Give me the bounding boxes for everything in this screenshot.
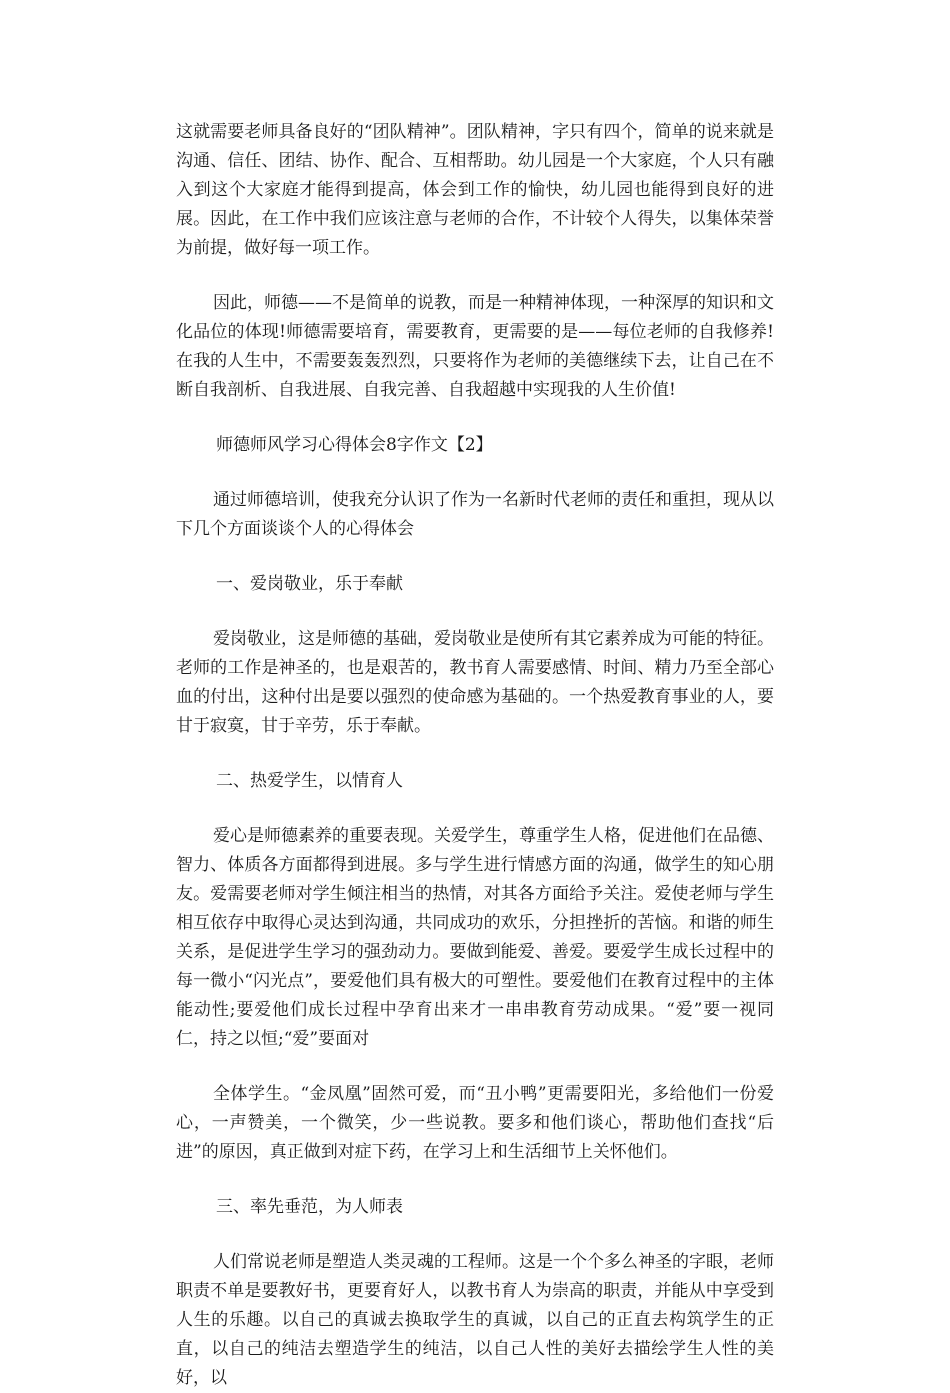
section-heading-2: 二、热爱学生，以情育人	[216, 771, 403, 791]
article-title: 师德师风学习心得体会8字作文【2】	[216, 435, 493, 455]
section-heading-3: 三、率先垂范，为人师表	[216, 1197, 403, 1217]
paragraph-all-students: 全体学生。“金凤凰”固然可爱，而“丑小鸭”更需要阳光，多给他们一份爱心，一声赞美，一个微笑，少一些说教。要多和他们谈心，帮助他们查找“后进”的原因，真正做到对症下药，在学习上和生活细节上关怀他们。	[176, 1084, 774, 1162]
paragraph-role-model: 人们常说老师是塑造人类灵魂的工程师。这是一个个多么神圣的字眼，老师职责不单是要教好书，更要育好人，以教书育人为崇高的职责，并能从中享受到人生的乐趣。以自己的真诚去换取学生的真诚，以自己的正直去构筑学生的正直，以自己的纯洁去塑造学生的纯洁，以自己人性的美好去描绘学生人性的美好，以	[176, 1252, 774, 1388]
paragraph-teacher-ethics: 因此，师德——不是简单的说教，而是一种精神体现，一种深厚的知识和文化品位的体现!师德需要培育，需要教育，更需要的是——每位老师的自我修养!在我的人生中，不需要轰轰烈烈，只要将作为老师的美德继续下去，让自己在不断自我剖析、自我进展、自我完善、自我超越中实现我的人生价值!	[176, 293, 774, 400]
paragraph-dedication: 爱岗敬业，这是师德的基础，爱岗敬业是使所有其它素养成为可能的特征。老师的工作是神圣的，也是艰苦的，教书育人需要感情、时间、精力乃至全部心血的付出，这种付出是要以强烈的使命感为基础的。一个热爱教育事业的人，要甘于寂寞，甘于辛劳，乐于奉献。	[176, 629, 774, 736]
paragraph-team-spirit: 这就需要老师具备良好的“团队精神”。团队精神，字只有四个，简单的说来就是沟通、信任、团结、协作、配合、互相帮助。幼儿园是一个大家庭，个人只有融入到这个大家庭才能得到提高，体会到工作的愉快，幼儿园也能得到良好的进展。因此，在工作中我们应该注意与老师的合作，不计较个人得失，以集体荣誉为前提，做好每一项工作。	[176, 122, 774, 258]
paragraph-intro: 通过师德培训，使我充分认识了作为一名新时代老师的责任和重担，现从以下几个方面谈谈个人的心得体会	[176, 490, 774, 539]
paragraph-love-students: 爱心是师德素养的重要表现。关爱学生，尊重学生人格，促进他们在品德、智力、体质各方面都得到进展。多与学生进行情感方面的沟通，做学生的知心朋友。爱需要老师对学生倾注相当的热情，对其各方面给予关注。爱使老师与学生相互依存中取得心灵达到沟通，共同成功的欢乐，分担挫折的苦恼。和谐的师生关系，是促进学生学习的强劲动力。要做到能爱、善爱。要爱学生成长过程中的每一微小“闪光点”，要爱他们具有极大的可塑性。要爱他们在教育过程中的主体能动性;要爱他们成长过程中孕育出来才一串串教育劳动成果。“爱”要一视同仁，持之以恒;“爱”要面对	[176, 826, 774, 1049]
section-heading-1: 一、爱岗敬业，乐于奉献	[216, 574, 403, 594]
